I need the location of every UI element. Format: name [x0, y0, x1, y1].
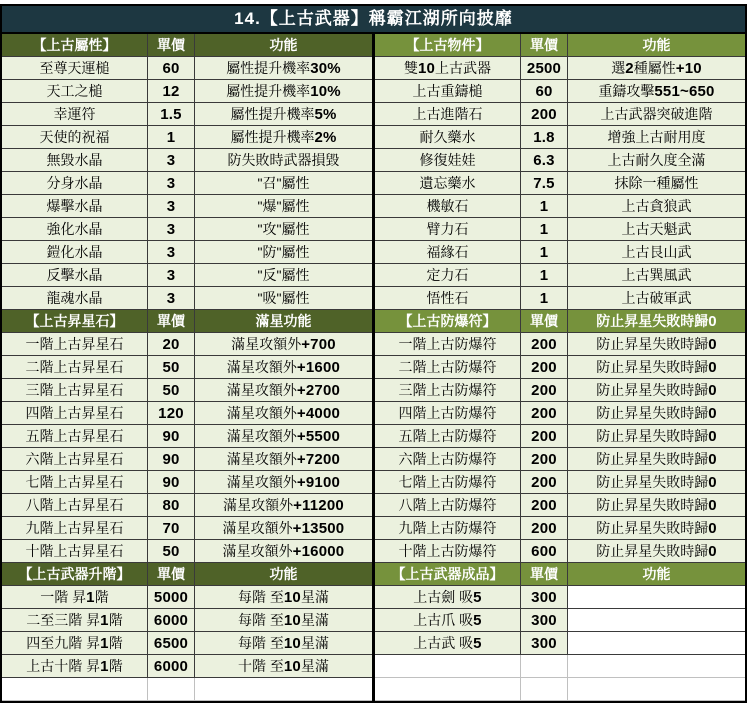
function-cell: 每階 至10星滿	[195, 609, 372, 632]
function-cell: 屬性提升機率30%	[195, 57, 372, 80]
price-cell: 200	[521, 425, 568, 448]
table-row	[2, 264, 372, 287]
item-name-cell: 耐久藥水	[375, 126, 521, 149]
item-name-cell: 定力石	[375, 264, 521, 287]
item-name-cell: 至尊天運槌	[2, 57, 148, 80]
function-cell	[568, 678, 745, 701]
item-name-cell: 六階上古昇星石	[2, 448, 148, 471]
table-row	[375, 425, 745, 448]
table-row	[375, 448, 745, 471]
table-row	[375, 471, 745, 494]
item-name-cell: 二階上古防爆符	[375, 356, 521, 379]
item-name-cell: 七階上古昇星石	[2, 471, 148, 494]
blank-row	[375, 678, 745, 701]
item-name-cell: 悟性石	[375, 287, 521, 310]
price-cell: 3	[148, 218, 195, 241]
blank-row	[2, 678, 372, 701]
function-header-cell: 防止昇星失敗時歸0	[568, 310, 745, 333]
price-cell: 300	[521, 586, 568, 609]
item-name-cell: 五階上古昇星石	[2, 425, 148, 448]
item-name-cell: 四至九階 昇1階	[2, 632, 148, 655]
price-cell: 1	[521, 195, 568, 218]
table-row	[2, 218, 372, 241]
item-name-cell: 幸運符	[2, 103, 148, 126]
price-cell: 3	[148, 287, 195, 310]
item-name-cell: 遺忘藥水	[375, 172, 521, 195]
function-cell: 上古武器突破進階	[568, 103, 745, 126]
price-cell: 3	[148, 264, 195, 287]
function-cell: 每階 至10星滿	[195, 632, 372, 655]
table-row	[375, 57, 745, 80]
item-name-cell: 天工之槌	[2, 80, 148, 103]
price-cell: 200	[521, 517, 568, 540]
price-cell: 1	[521, 218, 568, 241]
item-name-cell: 一階 昇1階	[2, 586, 148, 609]
section-header-row	[2, 563, 372, 586]
function-cell: 重鑄攻擊551~650	[568, 80, 745, 103]
item-name-cell: 機敏石	[375, 195, 521, 218]
function-cell: 屬性提升機率5%	[195, 103, 372, 126]
item-name-cell: 三階上古昇星石	[2, 379, 148, 402]
table-row	[375, 149, 745, 172]
function-cell	[568, 609, 745, 632]
table-row	[375, 80, 745, 103]
item-name-cell: 分身水晶	[2, 172, 148, 195]
function-cell: "反"屬性	[195, 264, 372, 287]
item-name-cell: 二階上古昇星石	[2, 356, 148, 379]
table-row	[2, 379, 372, 402]
right-table	[375, 34, 745, 701]
price-header-cell: 單價	[148, 563, 195, 586]
section-header-row	[2, 310, 372, 333]
function-cell: 滿星攻額外+16000	[195, 540, 372, 563]
price-cell: 90	[148, 425, 195, 448]
price-cell: 1.5	[148, 103, 195, 126]
item-name-cell: 十階上古防爆符	[375, 540, 521, 563]
item-name-cell: 上古劍 吸5	[375, 586, 521, 609]
spreadsheet	[0, 4, 747, 703]
table-row	[2, 333, 372, 356]
table-row	[375, 172, 745, 195]
table-row	[2, 448, 372, 471]
price-cell: 90	[148, 471, 195, 494]
item-name-cell: 上古爪 吸5	[375, 609, 521, 632]
price-cell: 600	[521, 540, 568, 563]
table-row	[375, 609, 745, 632]
price-cell: 300	[521, 632, 568, 655]
function-cell: 滿星攻額外+5500	[195, 425, 372, 448]
price-header-cell: 單價	[521, 310, 568, 333]
function-cell: 選2種屬性+10	[568, 57, 745, 80]
price-cell: 50	[148, 540, 195, 563]
table-row	[375, 586, 745, 609]
price-cell: 1	[521, 287, 568, 310]
function-cell	[568, 586, 745, 609]
function-cell: 上古耐久度全滿	[568, 149, 745, 172]
item-name-cell: 臂力石	[375, 218, 521, 241]
price-cell: 3	[148, 172, 195, 195]
tables-area	[2, 34, 745, 701]
price-cell: 6000	[148, 655, 195, 678]
price-cell: 6500	[148, 632, 195, 655]
table-row	[2, 494, 372, 517]
price-cell: 200	[521, 402, 568, 425]
function-cell: 滿星攻額外+1600	[195, 356, 372, 379]
table-row	[375, 103, 745, 126]
table-row	[375, 632, 745, 655]
price-header-cell: 單價	[148, 34, 195, 57]
item-name-cell: 七階上古防爆符	[375, 471, 521, 494]
item-name-cell: 反擊水晶	[2, 264, 148, 287]
table-row	[2, 517, 372, 540]
item-name-cell: 五階上古防爆符	[375, 425, 521, 448]
table-row	[2, 586, 372, 609]
price-header-cell: 單價	[521, 34, 568, 57]
function-cell: 防止昇星失敗時歸0	[568, 494, 745, 517]
function-cell: 上古貪狼武	[568, 195, 745, 218]
function-cell: 上古破軍武	[568, 287, 745, 310]
item-name-cell: 二至三階 昇1階	[2, 609, 148, 632]
table-row	[2, 655, 372, 678]
function-cell: "召"屬性	[195, 172, 372, 195]
price-cell: 12	[148, 80, 195, 103]
item-name-cell: 福緣石	[375, 241, 521, 264]
price-cell: 200	[521, 448, 568, 471]
price-cell: 1	[521, 264, 568, 287]
function-cell: 滿星攻額外+9100	[195, 471, 372, 494]
function-cell: 防止昇星失敗時歸0	[568, 379, 745, 402]
function-cell: 增強上古耐用度	[568, 126, 745, 149]
section-header-cell: 【上古昇星石】	[2, 310, 148, 333]
item-name-cell: 無毀水晶	[2, 149, 148, 172]
table-row	[375, 195, 745, 218]
item-name-cell	[375, 678, 521, 701]
section-header-cell: 【上古屬性】	[2, 34, 148, 57]
table-row	[375, 540, 745, 563]
item-name-cell: 修復娃娃	[375, 149, 521, 172]
price-cell	[521, 655, 568, 678]
table-row	[375, 241, 745, 264]
function-cell: 上古艮山武	[568, 241, 745, 264]
left-table	[2, 34, 372, 701]
function-cell	[568, 655, 745, 678]
section-header-cell: 【上古武器升階】	[2, 563, 148, 586]
table-row	[2, 356, 372, 379]
item-name-cell: 四階上古昇星石	[2, 402, 148, 425]
price-cell: 6000	[148, 609, 195, 632]
item-name-cell: 三階上古防爆符	[375, 379, 521, 402]
function-cell: 防止昇星失敗時歸0	[568, 356, 745, 379]
price-cell: 200	[521, 379, 568, 402]
item-name-cell: 上古武 吸5	[375, 632, 521, 655]
item-name-cell: 上古重鑄槌	[375, 80, 521, 103]
function-cell: 防止昇星失敗時歸0	[568, 402, 745, 425]
item-name-cell: 鎧化水晶	[2, 241, 148, 264]
table-row	[375, 402, 745, 425]
table-row	[2, 103, 372, 126]
item-name-cell: 六階上古防爆符	[375, 448, 521, 471]
table-row	[375, 126, 745, 149]
price-cell: 60	[521, 80, 568, 103]
price-cell: 60	[148, 57, 195, 80]
table-row	[375, 494, 745, 517]
item-name-cell: 強化水晶	[2, 218, 148, 241]
function-cell: 滿星攻額外+2700	[195, 379, 372, 402]
item-name-cell: 一階上古昇星石	[2, 333, 148, 356]
function-header-cell: 功能	[195, 563, 372, 586]
item-name-cell: 天使的祝福	[2, 126, 148, 149]
table-row	[375, 218, 745, 241]
function-cell: 上古天魁武	[568, 218, 745, 241]
function-cell: 屬性提升機率10%	[195, 80, 372, 103]
table-row	[375, 264, 745, 287]
item-name-cell: 雙10上古武器	[375, 57, 521, 80]
price-cell: 200	[521, 494, 568, 517]
page-title: 14.【上古武器】稱霸江湖所向披靡	[2, 6, 745, 34]
table-row	[2, 287, 372, 310]
price-cell: 200	[521, 471, 568, 494]
section-header-row	[375, 563, 745, 586]
table-row	[2, 540, 372, 563]
function-cell: 每階 至10星滿	[195, 586, 372, 609]
function-cell: 滿星攻額外+7200	[195, 448, 372, 471]
item-name-cell: 上古進階石	[375, 103, 521, 126]
item-name-cell: 八階上古防爆符	[375, 494, 521, 517]
price-cell: 6.3	[521, 149, 568, 172]
price-cell: 200	[521, 356, 568, 379]
price-cell: 200	[521, 333, 568, 356]
section-header-row	[2, 34, 372, 57]
section-header-row	[375, 34, 745, 57]
function-cell	[568, 632, 745, 655]
price-cell: 1.8	[521, 126, 568, 149]
item-name-cell: 十階上古昇星石	[2, 540, 148, 563]
function-cell: "爆"屬性	[195, 195, 372, 218]
table-row	[2, 402, 372, 425]
item-name-cell: 一階上古防爆符	[375, 333, 521, 356]
table-row	[2, 471, 372, 494]
function-cell: 抹除一種屬性	[568, 172, 745, 195]
item-name-cell: 龍魂水晶	[2, 287, 148, 310]
function-cell	[195, 678, 372, 701]
price-cell: 20	[148, 333, 195, 356]
function-cell: "吸"屬性	[195, 287, 372, 310]
table-row	[2, 632, 372, 655]
price-cell: 1	[521, 241, 568, 264]
item-name-cell: 九階上古昇星石	[2, 517, 148, 540]
section-header-row	[375, 310, 745, 333]
price-cell: 7.5	[521, 172, 568, 195]
function-cell: 防止昇星失敗時歸0	[568, 425, 745, 448]
function-cell: 滿星攻額外+700	[195, 333, 372, 356]
price-cell	[148, 678, 195, 701]
function-cell: 十階 至10星滿	[195, 655, 372, 678]
function-cell: 滿星攻額外+13500	[195, 517, 372, 540]
function-header-cell: 功能	[568, 563, 745, 586]
section-header-cell: 【上古防爆符】	[375, 310, 521, 333]
table-row	[2, 172, 372, 195]
price-cell: 70	[148, 517, 195, 540]
table-row	[2, 195, 372, 218]
price-cell: 120	[148, 402, 195, 425]
price-cell: 2500	[521, 57, 568, 80]
item-name-cell: 九階上古防爆符	[375, 517, 521, 540]
table-row	[375, 333, 745, 356]
function-cell: 防止昇星失敗時歸0	[568, 517, 745, 540]
item-name-cell: 八階上古昇星石	[2, 494, 148, 517]
section-header-cell: 【上古物件】	[375, 34, 521, 57]
table-row	[375, 517, 745, 540]
price-cell: 3	[148, 149, 195, 172]
blank-row	[375, 655, 745, 678]
price-cell: 50	[148, 356, 195, 379]
table-row	[2, 126, 372, 149]
table-row	[2, 241, 372, 264]
table-row	[2, 57, 372, 80]
function-header-cell: 功能	[195, 34, 372, 57]
table-row	[2, 80, 372, 103]
function-header-cell: 功能	[568, 34, 745, 57]
price-cell: 300	[521, 609, 568, 632]
function-cell: "攻"屬性	[195, 218, 372, 241]
table-row	[2, 425, 372, 448]
price-cell: 90	[148, 448, 195, 471]
price-cell: 50	[148, 379, 195, 402]
function-cell: 滿星攻額外+11200	[195, 494, 372, 517]
function-cell: 防止昇星失敗時歸0	[568, 471, 745, 494]
table-row	[2, 149, 372, 172]
item-name-cell: 四階上古防爆符	[375, 402, 521, 425]
price-cell: 3	[148, 195, 195, 218]
item-name-cell	[375, 655, 521, 678]
price-cell	[521, 678, 568, 701]
table-row	[375, 379, 745, 402]
price-cell: 1	[148, 126, 195, 149]
price-cell: 3	[148, 241, 195, 264]
price-header-cell: 單價	[521, 563, 568, 586]
function-cell: 防止昇星失敗時歸0	[568, 333, 745, 356]
function-cell: 防失敗時武器損毀	[195, 149, 372, 172]
price-cell: 80	[148, 494, 195, 517]
function-cell: 滿星攻額外+4000	[195, 402, 372, 425]
section-header-cell: 【上古武器成品】	[375, 563, 521, 586]
table-row	[2, 609, 372, 632]
function-cell: 屬性提升機率2%	[195, 126, 372, 149]
item-name-cell: 爆擊水晶	[2, 195, 148, 218]
price-header-cell: 單價	[148, 310, 195, 333]
price-cell: 5000	[148, 586, 195, 609]
price-cell: 200	[521, 103, 568, 126]
function-cell: 防止昇星失敗時歸0	[568, 448, 745, 471]
item-name-cell	[2, 678, 148, 701]
table-row	[375, 287, 745, 310]
function-cell: 上古巽風武	[568, 264, 745, 287]
function-cell: 防止昇星失敗時歸0	[568, 540, 745, 563]
function-cell: "防"屬性	[195, 241, 372, 264]
table-row	[375, 356, 745, 379]
item-name-cell: 上古十階 昇1階	[2, 655, 148, 678]
function-header-cell: 滿星功能	[195, 310, 372, 333]
